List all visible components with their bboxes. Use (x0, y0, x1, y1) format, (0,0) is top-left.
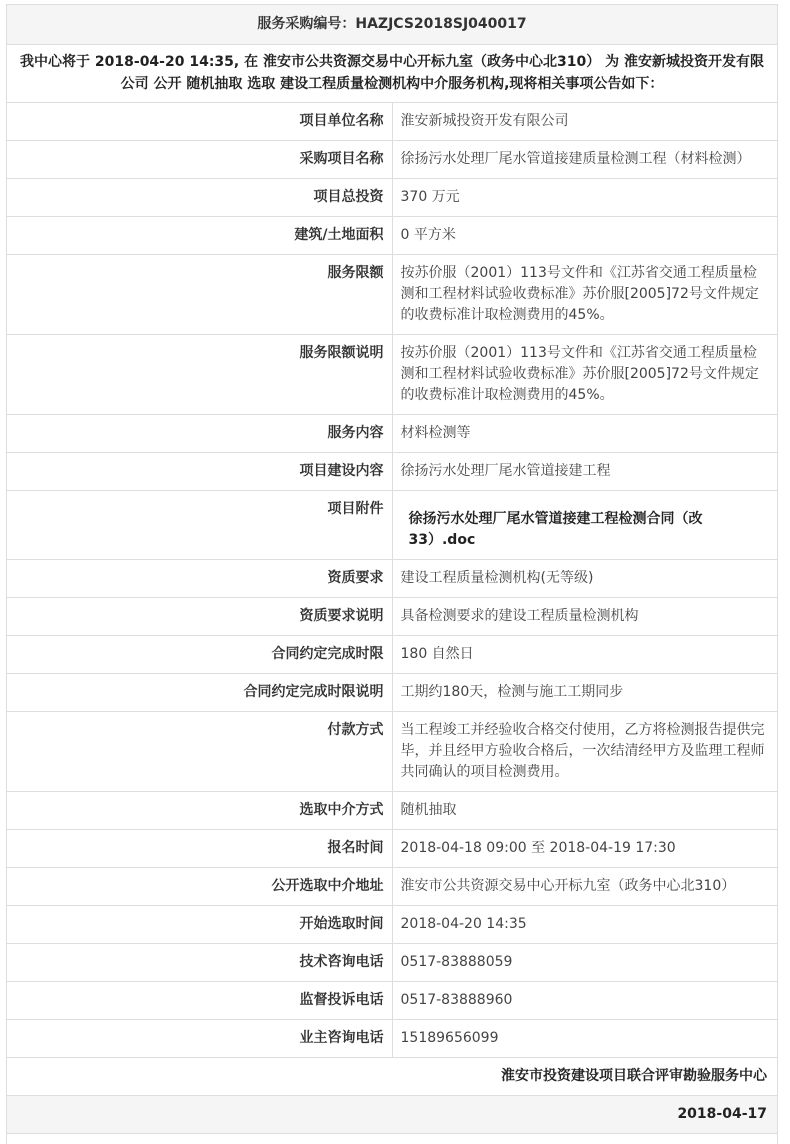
field-row-construction-content (7, 453, 778, 491)
field-label: 资质要求说明 (7, 598, 393, 636)
field-row-registration-time (7, 830, 778, 868)
field-label: 建筑/土地面积 (7, 217, 393, 255)
footer-org-row (7, 1058, 778, 1096)
field-row-deadline (7, 636, 778, 674)
field-label: 报名时间 (7, 830, 393, 868)
field-row-selection-method (7, 792, 778, 830)
field-label: 服务限额 (7, 255, 393, 335)
field-value: 徐扬污水处理厂尾水管道接建质量检测工程（材料检测） (392, 141, 778, 179)
field-row-payment (7, 712, 778, 792)
field-row-project-name (7, 141, 778, 179)
field-label: 项目总投资 (7, 179, 393, 217)
field-value: 0517-83888059 (392, 944, 778, 982)
attachment-cell (392, 491, 778, 560)
field-label: 合同约定完成时限说明 (7, 674, 393, 712)
field-label: 项目附件 (7, 491, 393, 560)
field-row-deadline-desc (7, 674, 778, 712)
field-value: 2018-04-18 09:00 至 2018-04-19 17:30 (392, 830, 778, 868)
field-label: 开始选取时间 (7, 906, 393, 944)
field-value: 2018-04-20 14:35 (392, 906, 778, 944)
field-value: 15189656099 (392, 1020, 778, 1058)
field-label: 服务内容 (7, 415, 393, 453)
field-label: 付款方式 (7, 712, 393, 792)
field-label: 技术咨询电话 (7, 944, 393, 982)
field-value: 徐扬污水处理厂尾水管道接建工程 (392, 453, 778, 491)
field-label: 合同约定完成时限 (7, 636, 393, 674)
field-value: 建设工程质量检测机构(无等级) (392, 560, 778, 598)
field-row-owner-phone (7, 1020, 778, 1058)
field-row-area (7, 217, 778, 255)
field-label: 服务限额说明 (7, 335, 393, 415)
field-label: 项目建设内容 (7, 453, 393, 491)
field-value: 按苏价服（2001）113号文件和《江苏省交通工程质量检测和工程材料试验收费标准》苏价服[2005]72号文件规定的收费标准计取检测费用的45%。 (392, 335, 778, 415)
field-row-qualification (7, 560, 778, 598)
field-value: 淮安市公共资源交易中心开标九室（政务中心北310） (392, 868, 778, 906)
footer-org: 淮安市投资建设项目联合评审勘验服务中心 (7, 1058, 778, 1096)
field-row-qualification-desc (7, 598, 778, 636)
footer-date: 2018-04-17 (7, 1096, 778, 1134)
field-label: 资质要求 (7, 560, 393, 598)
field-row-service-limit (7, 255, 778, 335)
field-value: 淮安新城投资开发有限公司 (392, 103, 778, 141)
field-value: 当工程竣工并经验收合格交付使用，乙方将检测报告提供完毕，并且经甲方验收合格后，一次结清经甲方及监理工程师共同确认的项目检测费用。 (392, 712, 778, 792)
field-value: 具备检测要求的建设工程质量检测机构 (392, 598, 778, 636)
field-label: 选取中介方式 (7, 792, 393, 830)
table-bottom-strip (6, 1134, 778, 1144)
field-row-attachment (7, 491, 778, 560)
field-label: 监督投诉电话 (7, 982, 393, 1020)
field-label: 公开选取中介地址 (7, 868, 393, 906)
field-row-selection-address (7, 868, 778, 906)
field-label: 采购项目名称 (7, 141, 393, 179)
attachment-file-link[interactable]: 徐扬污水处理厂尾水管道接建工程检测合同（改33）.doc (408, 511, 703, 548)
notice-table (6, 4, 778, 1134)
field-row-investment (7, 179, 778, 217)
intro-row (7, 45, 778, 103)
field-value: 0517-83888960 (392, 982, 778, 1020)
field-row-service-limit-desc (7, 335, 778, 415)
field-row-selection-start (7, 906, 778, 944)
field-row-unit (7, 103, 778, 141)
intro-text: 我中心将于 2018-04-20 14:35, 在 淮安市公共资源交易中心开标九室（政务中心北310） 为 淮安新城投资开发有限公司 公开 随机抽取 选取 建设工程质量检测机构中介服务机构,现将相关事项公告如下： (7, 45, 778, 103)
field-row-tech-phone (7, 944, 778, 982)
field-label: 项目单位名称 (7, 103, 393, 141)
field-value: 按苏价服（2001）113号文件和《江苏省交通工程质量检测和工程材料试验收费标准》苏价服[2005]72号文件规定的收费标准计取检测费用的45%。 (392, 255, 778, 335)
field-value: 工期约180天，检测与施工工期同步 (392, 674, 778, 712)
field-label: 业主咨询电话 (7, 1020, 393, 1058)
notice-container (6, 4, 778, 1144)
notice-title: 服务采购编号：HAZJCS2018SJ040017 (7, 5, 778, 45)
field-row-service-content (7, 415, 778, 453)
field-value: 180 自然日 (392, 636, 778, 674)
footer-date-row (7, 1096, 778, 1134)
field-value: 370 万元 (392, 179, 778, 217)
field-value: 材料检测等 (392, 415, 778, 453)
field-row-complaint-phone (7, 982, 778, 1020)
field-value: 0 平方米 (392, 217, 778, 255)
title-row (7, 5, 778, 45)
field-value: 随机抽取 (392, 792, 778, 830)
